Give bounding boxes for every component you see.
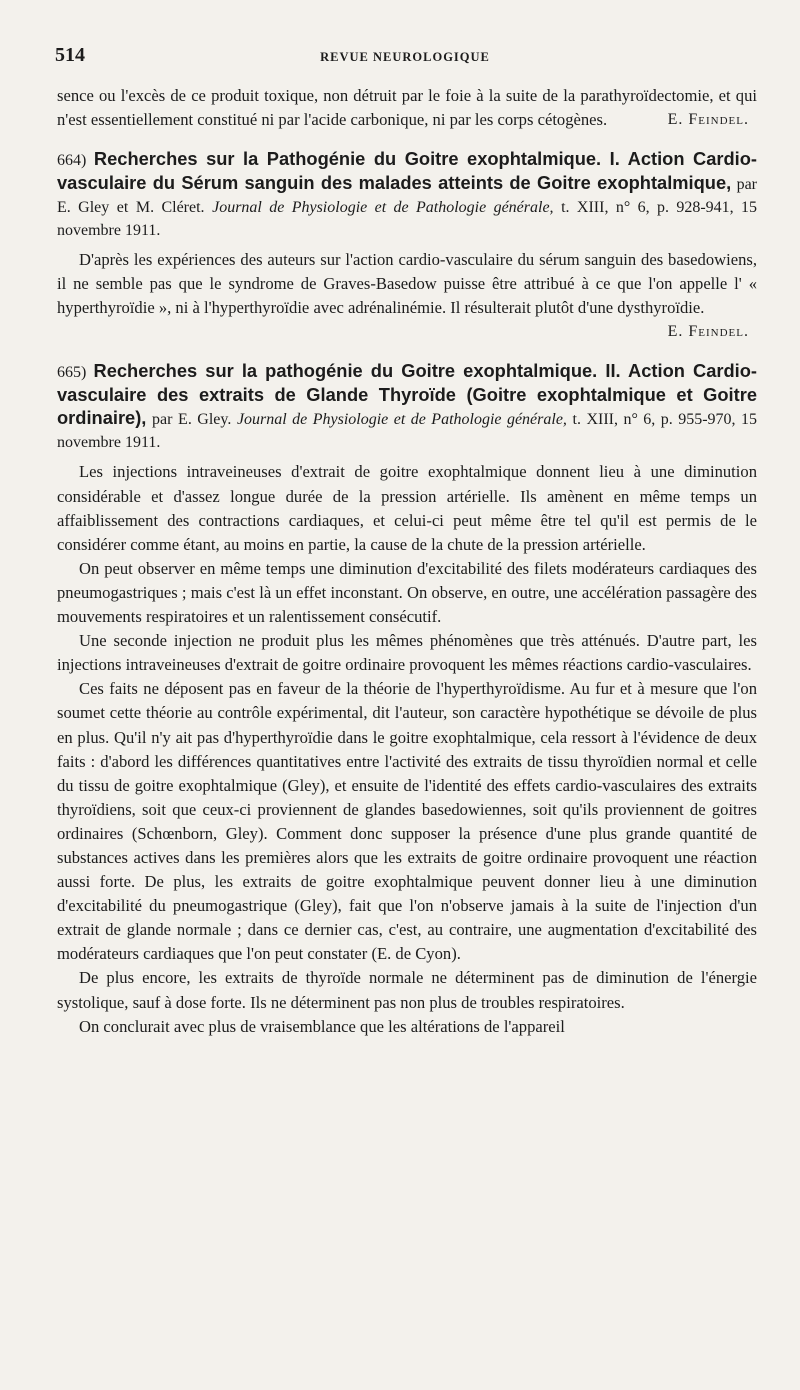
entry-paragraph: On conclurait avec plus de vraisemblance que les altérations de l'appareil: [79, 1016, 565, 1036]
journal-name: Journal de Physiologie et de Pathologie générale,: [236, 411, 567, 429]
entry-heading: [57, 148, 757, 242]
authors-conjunction: et: [116, 199, 129, 217]
authors-prefix: par: [152, 411, 173, 429]
page-header: [55, 44, 755, 74]
entry-paragraph: Une seconde injection ne produit plus les mêmes phénomènes que très atténués. D'autre part, les injections intraveineuses d'extrait de goitre ordinaire provoquent les mêmes réactions cardio-vasculaires.: [57, 631, 757, 675]
entry-signature: E. Feindel.: [667, 323, 749, 341]
abstract-entry-665: [57, 360, 757, 1038]
citation-details: t. XIII, n° 6, p. 928-941, 15 novembre 1911.: [57, 199, 758, 240]
entry-number: 665): [57, 364, 87, 382]
page-number: 514: [55, 44, 85, 66]
entry-title: Recherches sur la pathogénie du Goitre exophtalmique. II. Action Cardio-vasculaire des extraits de Glande Thyroïde (Goitre exophtalmique et Goitre ordinaire),: [57, 360, 757, 429]
page-body: [57, 84, 757, 1039]
entry-title: Recherches sur la Pathogénie du Goitre exophtalmique. I. Action Cardio-vasculaire du Sérum sanguin des malades atteints de Goitre exophtalmique,: [57, 148, 757, 194]
entry-number: 664): [57, 152, 87, 170]
running-title: REVUE NEUROLOGIQUE: [320, 50, 490, 64]
entry-paragraph: Ces faits ne déposent pas en faveur de la théorie de l'hyperthyroïdisme. Au fur et à mesure que l'on soumet cette théorie au contrôle expérimental, dit l'auteur, son caractère hypothétique se dévoile de plus en plus. Qu'il n'y ait pas d'hyperthyroïdie dans le goitre exophtalmique, cela ressort à l'évidence de deux faits : d'abord les différences quantitatives entre l'activité des extraits de tissu thyroïdien normal et celle du tissu de goitre exophtalmique (Gley), et ensuite de l'identité des effets cardio-vasculaires des extraits thyroïdiens, soit que ceux-ci proviennent de glandes basedowiennes, soit qu'ils proviennent de goitres ordinaires (Schœnborn, Gley). Comment donc supposer la présence d'une plus grande quantité de substances actives dans les premières alors que les extraits de goitre ordinaire provoquent une réaction aussi forte. De plus, les extraits de goitre exophtalmique peuvent donner lieu à une diminution d'excitabilité du pneumogastrique (Gley), fait que l'on n'observe jamais à la suite de l'injection d'un extrait de glande normale ; dans ce dernier cas, c'est, au contraire, une augmentation d'excitabilité des modérateurs cardiaques que l'on peut constater (E. de Cyon).: [57, 679, 757, 964]
entry-paragraph: Les injections intraveineuses d'extrait de goitre exophtalmique donnent lieu à une diminution considérable et d'assez longue durée de la pression artérielle. Ils amènent en même temps un affaiblissement des contractions cardiaques, et celui-ci peut même être tel qu'il est permis de le considérer comme étant, au moins en partie, la cause de la chute de la pression artérielle.: [57, 462, 757, 554]
continuation-paragraph: sence ou l'excès de ce produit toxique, non détruit par le foie à la suite de la parathyroïdectomie, et qui n'est essentiellement constitué ni par l'acide carbonique, ni par les corps cétogènes.: [57, 86, 757, 130]
journal-name: Journal de Physiologie et de Pathologie générale,: [212, 199, 554, 217]
author-name: M. Cléret.: [135, 199, 205, 217]
entry-paragraph: On peut observer en même temps une diminution d'excitabilité des filets modérateurs cardiaques des pneumogastriques ; mais c'est là un effet inconstant. On observe, en outre, une accélération passagère des mouvements respiratoires et un ralentissement consécutif.: [57, 558, 757, 627]
author-name: E. Gley: [57, 199, 110, 217]
continuation-signature: E. Feindel.: [667, 111, 749, 129]
authors-prefix: par: [736, 176, 757, 194]
entry-paragraph: D'après les expériences des auteurs sur l'action cardio-vasculaire du sérum sanguin des basedowiens, il ne semble pas que le syndrome de Graves-Basedow puisse être attribué à ce que l'on appelle l' « hyperthyroïdie », ni à l'hyperthyroïdie avec adrénalinémie. Il résulterait plutôt d'une dysthyroïdie.: [57, 250, 757, 318]
abstract-entry-664: [57, 148, 757, 344]
citation-details: t. XIII, n° 6, p. 955-970, 15 novembre 1911.: [57, 411, 757, 452]
entry-paragraph: De plus encore, les extraits de thyroïde normale ne déterminent pas de diminution de l'énergie systolique, sauf à dose forte. Ils ne déterminent pas non plus de troubles respiratoires.: [57, 968, 757, 1012]
entry-heading: [57, 360, 757, 454]
author-name: E. Gley.: [178, 411, 232, 429]
